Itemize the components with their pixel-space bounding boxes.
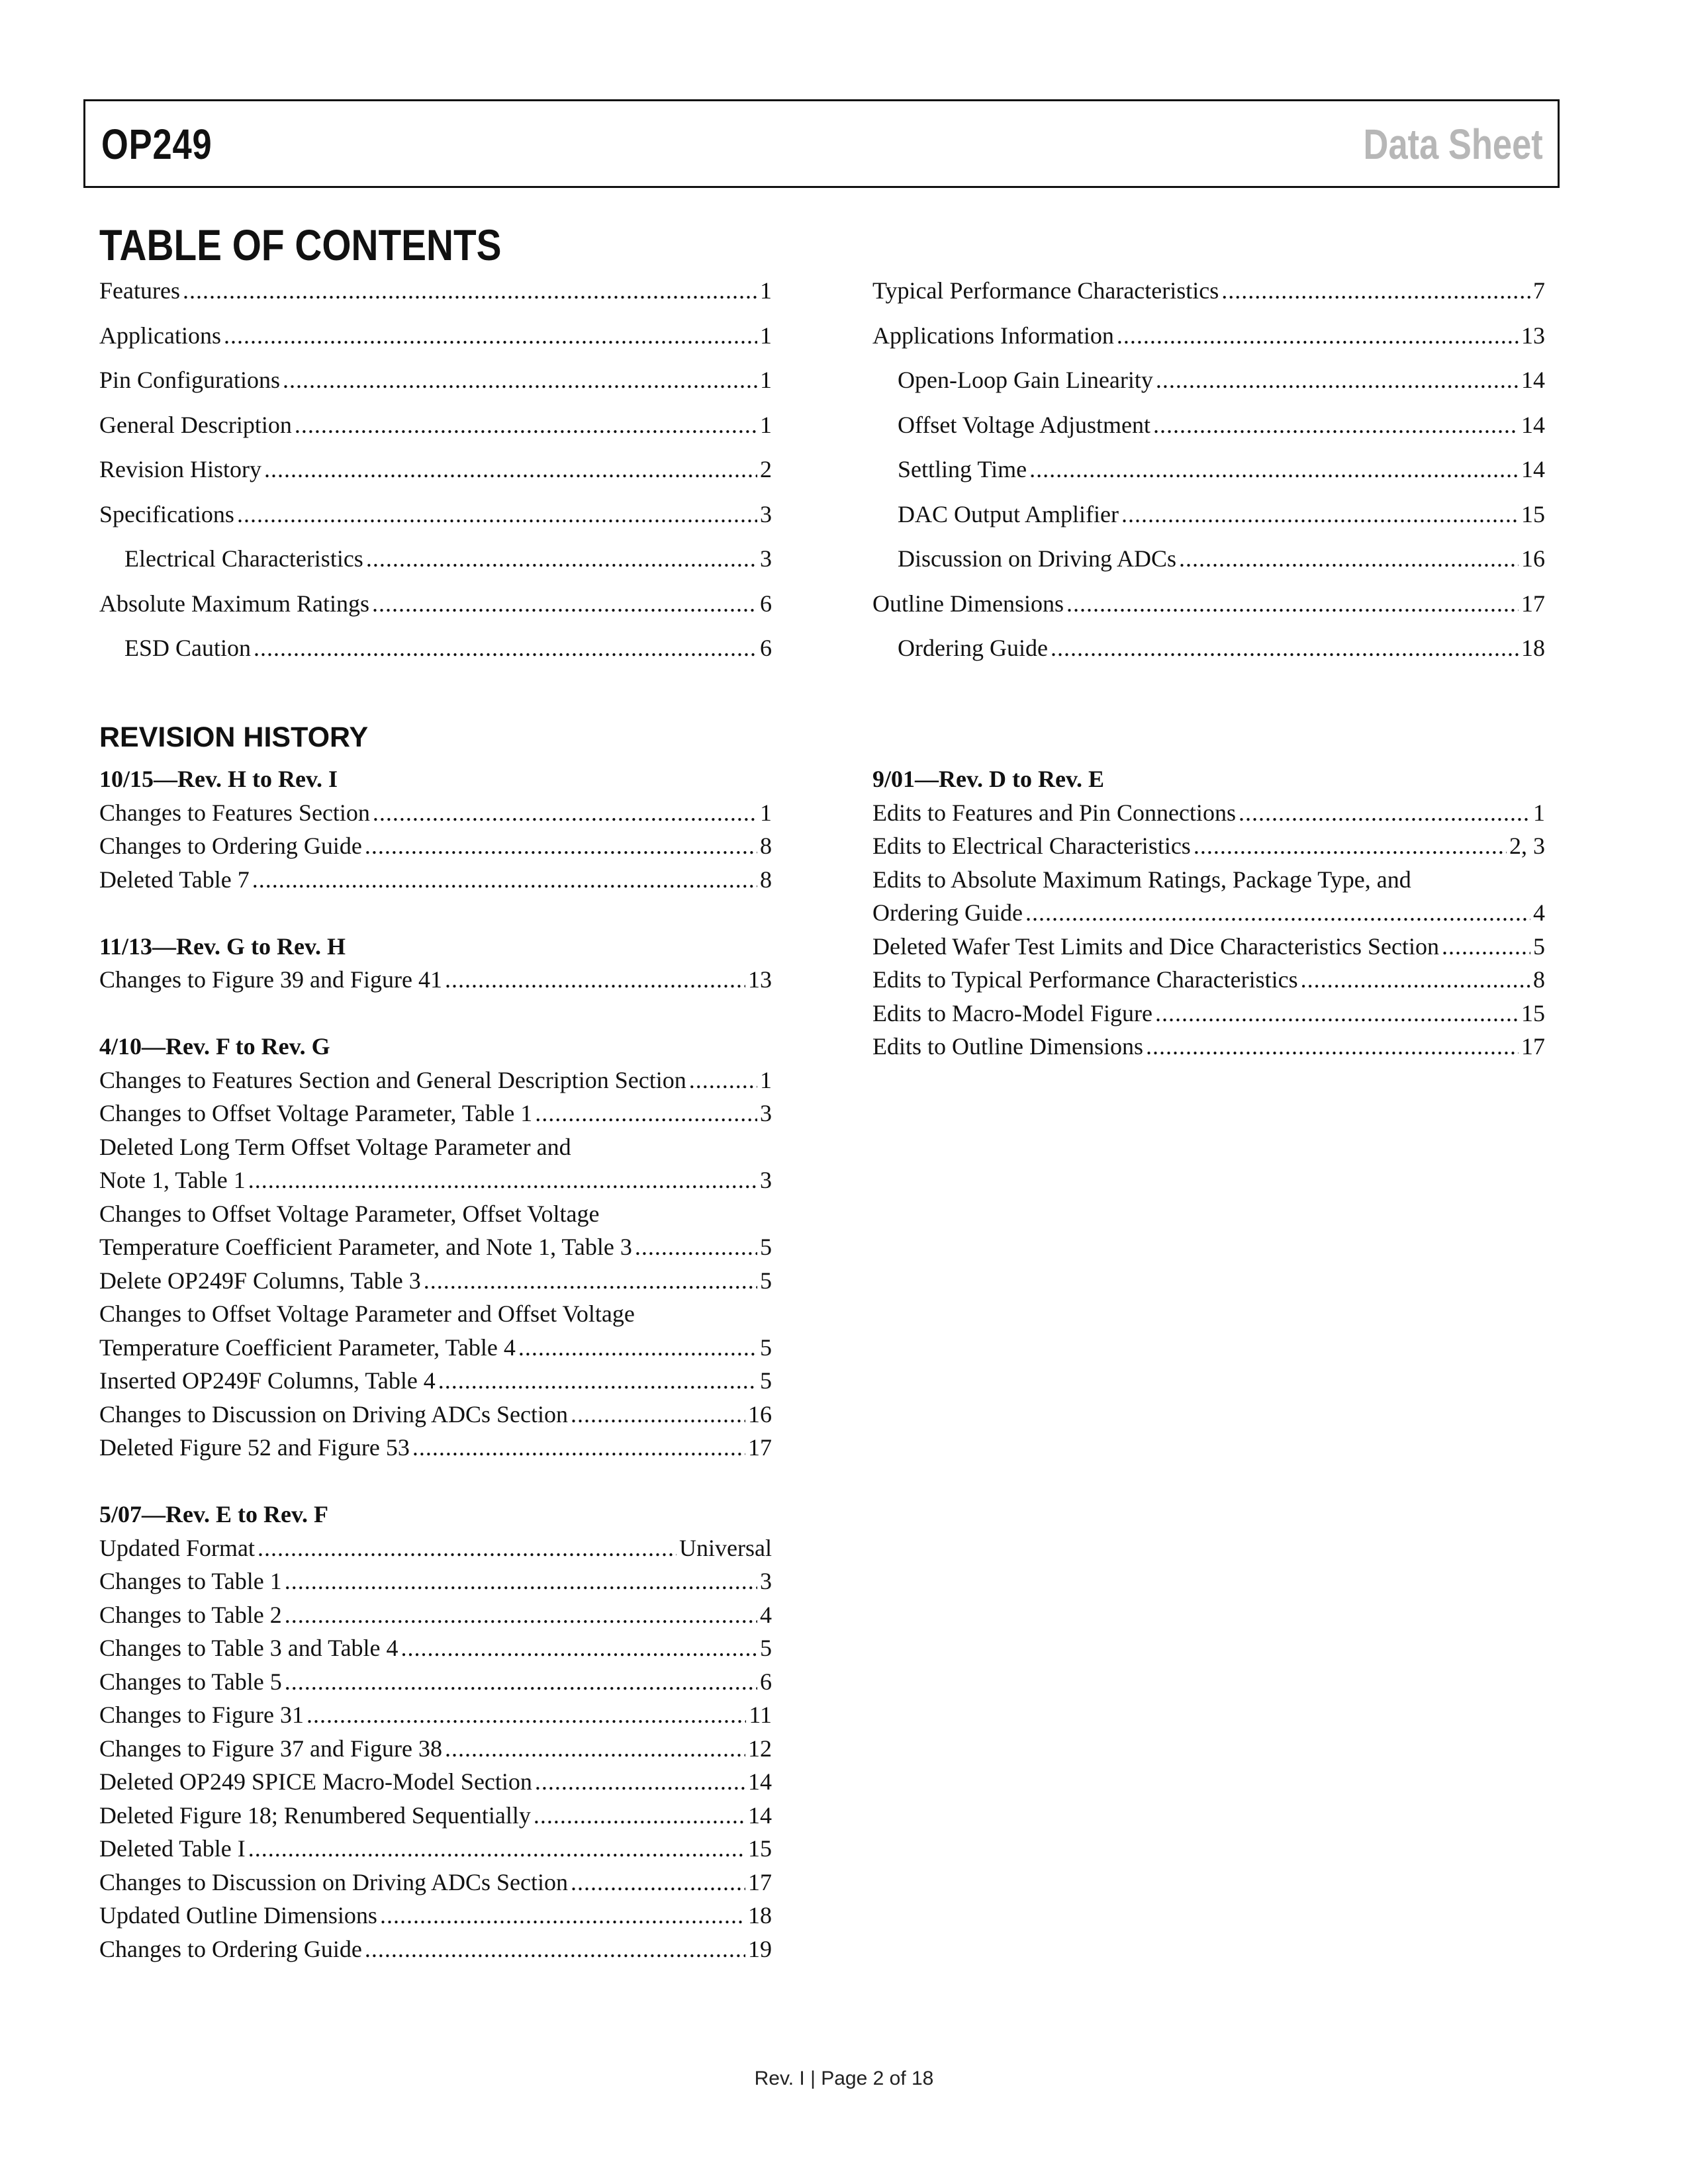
dot-leader [373, 796, 757, 830]
revision-entry-text: Deleted Figure 18; Renumbered Sequentially [99, 1801, 531, 1829]
revision-entry [99, 1097, 772, 1130]
revision-entry [99, 1631, 772, 1665]
dot-leader [438, 1364, 757, 1398]
revision-entry [872, 997, 1545, 1030]
revision-entry [99, 1431, 772, 1465]
revision-entry-page: 15 [748, 1835, 772, 1862]
revision-entry [99, 1866, 772, 1899]
toc-entry-title[interactable]: Settling Time [898, 456, 1027, 482]
revision-entry-page: 17 [1521, 1033, 1545, 1060]
toc-right-column [872, 275, 1545, 678]
toc-entry[interactable] [99, 588, 772, 633]
toc-entry-page: 14 [1521, 367, 1545, 393]
toc-entry-title[interactable]: Revision History [99, 456, 262, 482]
toc-entry-title[interactable]: Applications [99, 322, 221, 349]
revision-entry-text: Changes to Ordering Guide [99, 833, 362, 859]
document-type: Data Sheet [1363, 120, 1543, 168]
revision-entry-page: 12 [748, 1735, 772, 1762]
dot-leader [295, 410, 757, 440]
dot-leader [380, 1899, 745, 1933]
toc-entry[interactable] [99, 543, 772, 588]
toc-entry-title[interactable]: Open-Loop Gain Linearity [898, 367, 1153, 393]
revision-entry [99, 1163, 772, 1197]
dot-leader [445, 1732, 745, 1766]
toc-entry[interactable] [872, 543, 1545, 588]
revision-entry-page: 17 [748, 1434, 772, 1461]
dot-leader [1239, 796, 1530, 830]
revision-entry [99, 1799, 772, 1833]
dot-leader [365, 1933, 745, 1966]
revision-section-title: 10/15—Rev. H to Rev. I [99, 766, 338, 792]
dot-leader [306, 1698, 746, 1732]
revision-section [99, 762, 772, 896]
revision-entry-text: Ordering Guide [872, 899, 1023, 926]
toc-heading: TABLE OF CONTENTS [99, 220, 502, 269]
toc-entry-title[interactable]: Discussion on Driving ADCs [898, 545, 1177, 572]
revision-entry-text: Edits to Outline Dimensions [872, 1033, 1143, 1060]
toc-entry[interactable] [872, 454, 1545, 499]
dot-leader [424, 1264, 757, 1298]
toc-entry-page: 1 [760, 411, 772, 438]
revision-entry [99, 1531, 772, 1565]
dot-leader [401, 1631, 757, 1665]
revision-entry-line: Deleted Long Term Offset Voltage Parameter and [99, 1133, 571, 1160]
dot-leader [1121, 499, 1519, 529]
revision-section [99, 1498, 772, 1966]
toc-entry-title[interactable]: Absolute Maximum Ratings [99, 590, 369, 617]
revision-entry [99, 796, 772, 830]
revision-entry-page: Universal [679, 1534, 772, 1561]
dot-leader [571, 1866, 745, 1899]
page-header [83, 99, 1560, 188]
dot-leader [264, 454, 757, 484]
revision-entry [872, 829, 1545, 863]
dot-leader [1194, 829, 1507, 863]
dot-leader [689, 1064, 757, 1097]
dot-leader [1146, 1030, 1519, 1064]
toc-entry-page: 15 [1521, 500, 1545, 527]
toc-entry[interactable] [872, 275, 1545, 320]
dot-leader [283, 365, 757, 395]
dot-leader [183, 275, 757, 306]
dot-leader [534, 1799, 745, 1833]
revision-entry-text: Changes to Features Section [99, 799, 370, 826]
toc-entry[interactable] [99, 320, 772, 365]
revision-entry-page: 5 [760, 1367, 772, 1394]
dot-leader [372, 588, 757, 619]
toc-entry[interactable] [99, 633, 772, 678]
revision-entry-text: Changes to Table 3 and Table 4 [99, 1635, 399, 1661]
toc-entry-page: 3 [760, 545, 772, 572]
revision-entry-page: 5 [760, 1334, 772, 1361]
revision-entry-page: 18 [748, 1902, 772, 1929]
toc-entry[interactable] [99, 499, 772, 544]
revision-entry-page: 3 [760, 1568, 772, 1594]
revision-entry-text: Changes to Figure 39 and Figure 41 [99, 966, 442, 993]
revision-entry [99, 1899, 772, 1933]
revision-section-title: 5/07—Rev. E to Rev. F [99, 1501, 328, 1527]
revision-section [99, 1030, 772, 1465]
dot-leader [254, 633, 757, 663]
revision-history-heading: REVISION HISTORY [99, 721, 369, 753]
toc-entry-page: 17 [1521, 590, 1545, 617]
revision-entry-page: 14 [748, 1801, 772, 1829]
revision-entry [99, 863, 772, 897]
dot-leader [224, 320, 757, 351]
revision-entry-text: Inserted OP249F Columns, Table 4 [99, 1367, 436, 1394]
toc-entry-title[interactable]: Electrical Characteristics [124, 545, 363, 572]
toc-entry-page: 2 [760, 456, 772, 482]
revision-entry [99, 1765, 772, 1799]
revision-entry-page: 3 [760, 1100, 772, 1126]
revision-entry-text: Deleted Table 7 [99, 866, 250, 893]
toc-entry[interactable] [99, 365, 772, 410]
revision-entry-page: 15 [1521, 999, 1545, 1026]
revision-entry-text: Temperature Coefficient Parameter, Table 4 [99, 1334, 516, 1361]
toc-entry-page: 14 [1521, 411, 1545, 438]
dot-leader [1301, 963, 1530, 997]
toc-entry-title[interactable]: DAC Output Amplifier [898, 500, 1119, 527]
revision-entry-line: Changes to Offset Voltage Parameter, Offset Voltage [99, 1200, 600, 1227]
revision-entry [99, 1398, 772, 1432]
revision-history-right-column [872, 762, 1545, 1097]
toc-entry-title[interactable]: General Description [99, 411, 292, 438]
revision-entry-text: Updated Outline Dimensions [99, 1902, 377, 1929]
revision-entry-page: 5 [760, 1635, 772, 1661]
toc-entry[interactable] [872, 320, 1545, 365]
revision-entry [99, 1565, 772, 1598]
revision-entry [99, 1732, 772, 1766]
revision-entry-page: 8 [760, 833, 772, 859]
revision-entry-text: Changes to Figure 31 [99, 1702, 304, 1728]
revision-history-left-column [99, 762, 772, 1999]
dot-leader [1442, 930, 1530, 964]
dot-leader [445, 963, 745, 997]
revision-entry-text: Edits to Typical Performance Characteristics [872, 966, 1298, 993]
revision-entry-page: 8 [1533, 966, 1545, 993]
revision-entry-text: Deleted Figure 52 and Figure 53 [99, 1434, 410, 1461]
revision-entry [99, 1230, 772, 1264]
revision-entry-page: 3 [760, 1167, 772, 1193]
revision-entry-text: Changes to Offset Voltage Parameter, Table 1 [99, 1100, 533, 1126]
toc-entry-title[interactable]: Outline Dimensions [872, 590, 1064, 617]
revision-section-title: 4/10—Rev. F to Rev. G [99, 1033, 330, 1060]
dot-leader [1051, 633, 1519, 663]
revision-entry-line: Edits to Absolute Maximum Ratings, Package Type, and [872, 866, 1411, 893]
revision-entry-text: Deleted Wafer Test Limits and Dice Characteristics Section [872, 933, 1439, 960]
revision-section-title: 11/13—Rev. G to Rev. H [99, 933, 346, 960]
toc-entry[interactable] [872, 365, 1545, 410]
revision-entry [99, 963, 772, 997]
revision-entry-text: Changes to Table 1 [99, 1568, 282, 1594]
revision-section-title: 9/01—Rev. D to Rev. E [872, 766, 1104, 792]
revision-entry-text: Updated Format [99, 1534, 255, 1561]
revision-entry-text: Changes to Table 5 [99, 1668, 282, 1695]
revision-entry-text: Changes to Figure 37 and Figure 38 [99, 1735, 442, 1762]
revision-entry-page: 4 [760, 1601, 772, 1628]
revision-entry-page: 1 [760, 1066, 772, 1093]
revision-entry [99, 1665, 772, 1699]
revision-entry-text: Edits to Features and Pin Connections [872, 799, 1236, 826]
toc-entry-title[interactable]: Specifications [99, 500, 234, 527]
toc-entry-page: 1 [760, 367, 772, 393]
revision-entry [872, 1030, 1545, 1064]
revision-entry [99, 1331, 772, 1365]
dot-leader [258, 1531, 677, 1565]
revision-entry-text: Deleted OP249 SPICE Macro-Model Section [99, 1768, 532, 1795]
revision-entry-page: 11 [749, 1702, 772, 1728]
dot-leader [248, 1832, 745, 1866]
revision-entry-page: 6 [760, 1668, 772, 1695]
revision-entry-text: Edits to Macro-Model Figure [872, 999, 1152, 1026]
revision-entry-text: Changes to Table 2 [99, 1601, 282, 1628]
toc-entry-page: 3 [760, 500, 772, 527]
revision-section [872, 762, 1545, 1064]
toc-entry-title[interactable]: Typical Performance Characteristics [872, 277, 1219, 304]
revision-entry [99, 1933, 772, 1966]
toc-entry-title[interactable]: Pin Configurations [99, 367, 281, 393]
toc-entry-title[interactable]: Features [99, 277, 180, 304]
revision-entry [99, 1598, 772, 1632]
dot-leader [1221, 275, 1530, 306]
revision-entry-page: 17 [748, 1868, 772, 1895]
toc-entry-title[interactable]: Offset Voltage Adjustment [898, 411, 1150, 438]
dot-leader [237, 499, 757, 529]
revision-entry-text: Delete OP249F Columns, Table 3 [99, 1267, 421, 1294]
dot-leader [285, 1598, 757, 1632]
dot-leader [518, 1331, 757, 1365]
revision-entry [872, 796, 1545, 830]
toc-entry-page: 7 [1533, 277, 1545, 304]
dot-leader [571, 1398, 745, 1432]
toc-entry-page: 1 [760, 277, 772, 304]
dot-leader [1066, 588, 1519, 619]
toc-entry[interactable] [872, 588, 1545, 633]
dot-leader [1025, 896, 1530, 930]
revision-entry-text: Changes to Discussion on Driving ADCs Section [99, 1400, 568, 1428]
revision-entry-page: 14 [748, 1768, 772, 1795]
revision-entry-page: 5 [1533, 933, 1545, 960]
revision-entry-page: 5 [760, 1234, 772, 1260]
dot-leader [252, 863, 757, 897]
revision-section [99, 930, 772, 997]
dot-leader [1153, 410, 1519, 440]
revision-entry-text: Edits to Electrical Characteristics [872, 833, 1191, 859]
revision-entry-page: 13 [748, 966, 772, 993]
revision-entry-page: 1 [1533, 799, 1545, 826]
part-number: OP249 [101, 120, 212, 168]
revision-entry-line: Changes to Offset Voltage Parameter and Offset Voltage [99, 1300, 635, 1327]
revision-entry [872, 963, 1545, 997]
revision-entry-text: Note 1, Table 1 [99, 1167, 246, 1193]
revision-entry [872, 896, 1545, 930]
dot-leader [1117, 320, 1519, 351]
toc-entry-page: 13 [1521, 322, 1545, 349]
toc-entry[interactable] [99, 275, 772, 320]
dot-leader [1179, 543, 1519, 574]
dot-leader [366, 543, 757, 574]
toc-entry-page: 1 [760, 322, 772, 349]
revision-entry [99, 1364, 772, 1398]
toc-entry-page: 18 [1521, 635, 1545, 661]
dot-leader [412, 1431, 745, 1465]
toc-entry[interactable] [99, 410, 772, 455]
revision-entry [99, 1264, 772, 1298]
revision-entry-page: 5 [760, 1267, 772, 1294]
dot-leader [635, 1230, 757, 1264]
revision-entry-text: Changes to Features Section and General Description Section [99, 1066, 686, 1093]
revision-entry [99, 829, 772, 863]
toc-entry[interactable] [872, 499, 1545, 544]
toc-entry[interactable] [99, 454, 772, 499]
dot-leader [365, 829, 757, 863]
dot-leader [248, 1163, 757, 1197]
toc-entry-page: 14 [1521, 456, 1545, 482]
dot-leader [1029, 454, 1519, 484]
revision-entry-page: 16 [748, 1400, 772, 1428]
revision-entry [99, 1064, 772, 1097]
toc-left-column [99, 275, 772, 678]
page-footer: Rev. I | Page 2 of 18 [754, 2068, 934, 2089]
dot-leader [285, 1565, 757, 1598]
dot-leader [535, 1097, 757, 1130]
toc-entry[interactable] [872, 633, 1545, 678]
dot-leader [285, 1665, 757, 1699]
revision-entry-text: Changes to Ordering Guide [99, 1935, 362, 1962]
dot-leader [1156, 365, 1519, 395]
revision-entry [99, 1832, 772, 1866]
revision-entry-text: Changes to Discussion on Driving ADCs Section [99, 1868, 568, 1895]
revision-entry-text: Deleted Table I [99, 1835, 246, 1862]
revision-entry-page: 4 [1533, 899, 1545, 926]
revision-entry-page: 1 [760, 799, 772, 826]
toc-entry-page: 16 [1521, 545, 1545, 572]
toc-entry-page: 6 [760, 635, 772, 661]
toc-entry-title[interactable]: Applications Information [872, 322, 1114, 349]
toc-entry[interactable] [872, 410, 1545, 455]
revision-entry [872, 930, 1545, 964]
revision-entry-text: Temperature Coefficient Parameter, and Note 1, Table 3 [99, 1234, 632, 1260]
dot-leader [1155, 997, 1519, 1030]
toc-entry-page: 6 [760, 590, 772, 617]
toc-entry-title[interactable]: Ordering Guide [898, 635, 1048, 661]
toc-entry-title[interactable]: ESD Caution [124, 635, 252, 661]
dot-leader [535, 1765, 745, 1799]
revision-entry-page: 8 [760, 866, 772, 893]
revision-entry-page: 2, 3 [1509, 833, 1545, 859]
revision-entry-page: 19 [748, 1935, 772, 1962]
revision-entry [99, 1698, 772, 1732]
